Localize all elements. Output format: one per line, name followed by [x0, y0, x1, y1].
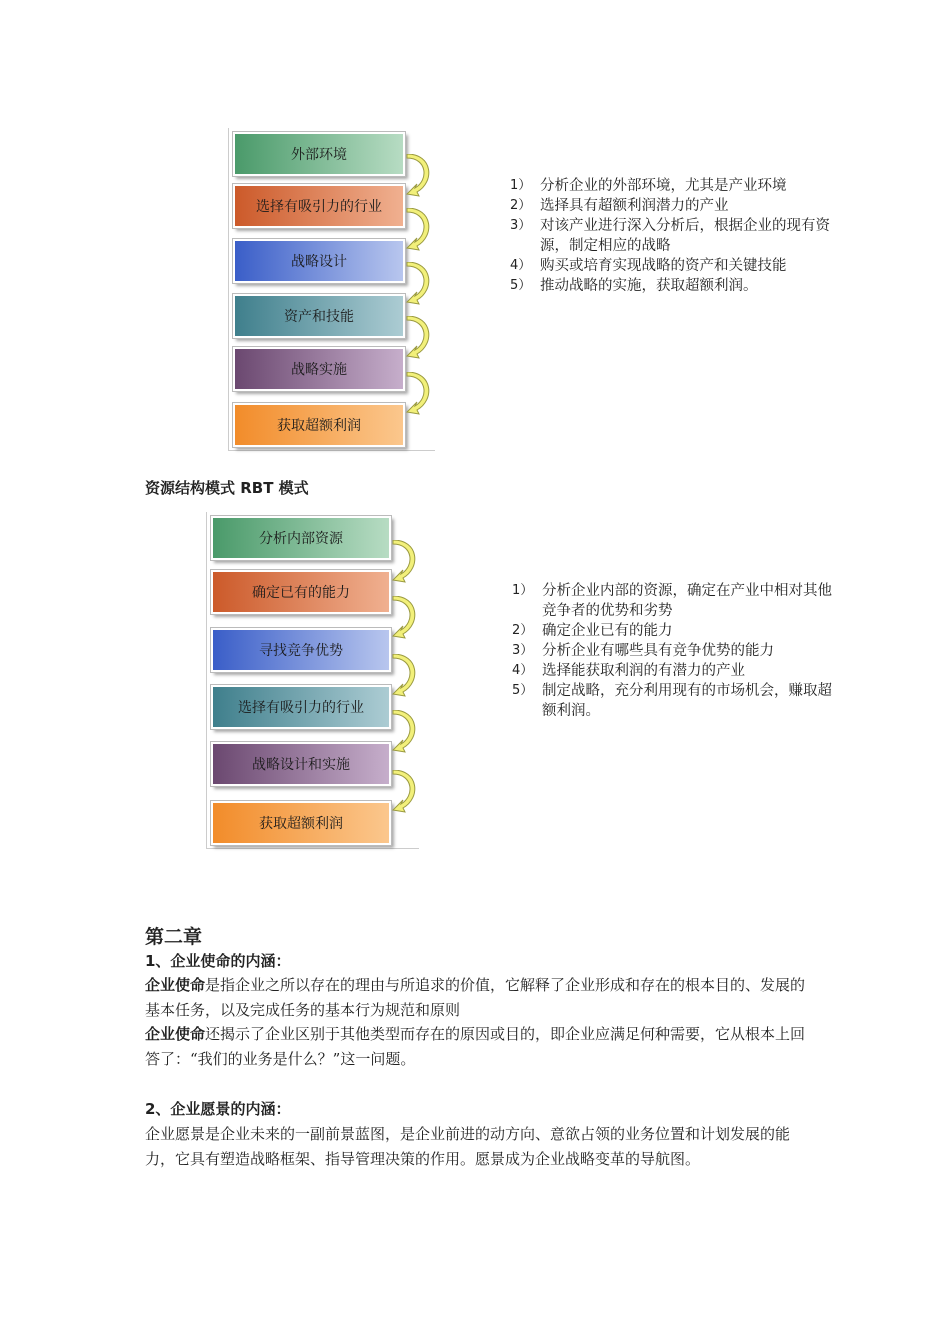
- flow2-step-4: 选择有吸引力的行业: [211, 685, 391, 729]
- list-item: 2） 选择具有超额利润潜力的产业: [510, 198, 729, 214]
- section1-paragraph-2: 企业使命还揭示了企业区别于其他类型而存在的原因或目的，即企业应满足何种需要，它从根本上回答了：“我们的业务是什么？”这一问题。: [145, 1025, 806, 1068]
- section1-paragraph-1: 企业使命是指企业之所以存在的理由与所追求的价值，它解释了企业形成和存在的根本目的、发展的基本任务，以及完成任务的基本行为规范和原则: [145, 976, 806, 1019]
- curved-arrow-icon: [405, 262, 435, 308]
- flow2-step-6: 获取超额利润: [211, 801, 391, 845]
- flow2-step-2: 确定已有的能力: [211, 570, 391, 614]
- flow2-step-1: 分析内部资源: [211, 516, 391, 560]
- list-item: 3） 分析企业有哪些具有竞争优势的能力: [512, 643, 774, 659]
- curved-arrow-icon: [405, 208, 435, 254]
- flow1-step-4: 资产和技能: [233, 294, 405, 338]
- flow2-step-3: 寻找竞争优势: [211, 628, 391, 672]
- curved-arrow-icon: [405, 154, 435, 200]
- flow1-step-6: 获取超额利润: [233, 403, 405, 447]
- list-item: 1） 分析企业内部的资源，确定在产业中相对其他竞争者的优势和劣势: [512, 583, 832, 619]
- curved-arrow-icon: [391, 710, 421, 756]
- term: 企业使命: [145, 1025, 206, 1043]
- flow1-step-5: 战略实施: [233, 347, 405, 391]
- flow-diagram-2: [206, 512, 419, 849]
- term: 企业使命: [145, 976, 206, 994]
- list-item: 4） 选择能获取利润的有潜力的产业: [512, 663, 745, 679]
- list-item: 5） 制定战略，充分利用现有的市场机会，赚取超额利润。: [512, 683, 832, 719]
- list-item: 2） 确定企业已有的能力: [512, 623, 673, 639]
- list-item: 3） 对该产业进行深入分析后，根据企业的现有资源，制定相应的战略: [510, 218, 830, 254]
- section1-title: 1、企业使命的内涵：: [145, 952, 291, 970]
- curved-arrow-icon: [391, 770, 421, 816]
- rbt-heading: 资源结构模式 RBT 模式: [145, 479, 309, 497]
- flow1-step-1: 外部环境: [233, 132, 405, 176]
- curved-arrow-icon: [391, 540, 421, 586]
- chapter-title: 第二章: [145, 926, 203, 948]
- list-item: 5） 推动战略的实施，获取超额利润。: [510, 278, 758, 294]
- section2-title: 2、企业愿景的内涵：: [145, 1100, 291, 1118]
- flow1-step-2: 选择有吸引力的行业: [233, 184, 405, 228]
- flow2-step-5: 战略设计和实施: [211, 742, 391, 786]
- curved-arrow-icon: [405, 316, 435, 362]
- flow1-step-3: 战略设计: [233, 239, 405, 283]
- list-item: 1） 分析企业的外部环境，尤其是产业环境: [510, 178, 787, 194]
- curved-arrow-icon: [391, 654, 421, 700]
- list-item: 4） 购买或培育实现战略的资产和关键技能: [510, 258, 787, 274]
- flow-diagram-1: [228, 128, 435, 451]
- curved-arrow-icon: [405, 372, 435, 418]
- flow2-description-list: [512, 581, 837, 721]
- curved-arrow-icon: [391, 596, 421, 642]
- section2-paragraph-1: 企业愿景是企业未来的一副前景蓝图，是企业前进的动方向、意欲占领的业务位置和计划发展的能力，它具有塑造战略框架、指导管理决策的作用。愿景成为企业战略变革的导航图。: [145, 1125, 791, 1168]
- flow1-description-list: [510, 176, 840, 296]
